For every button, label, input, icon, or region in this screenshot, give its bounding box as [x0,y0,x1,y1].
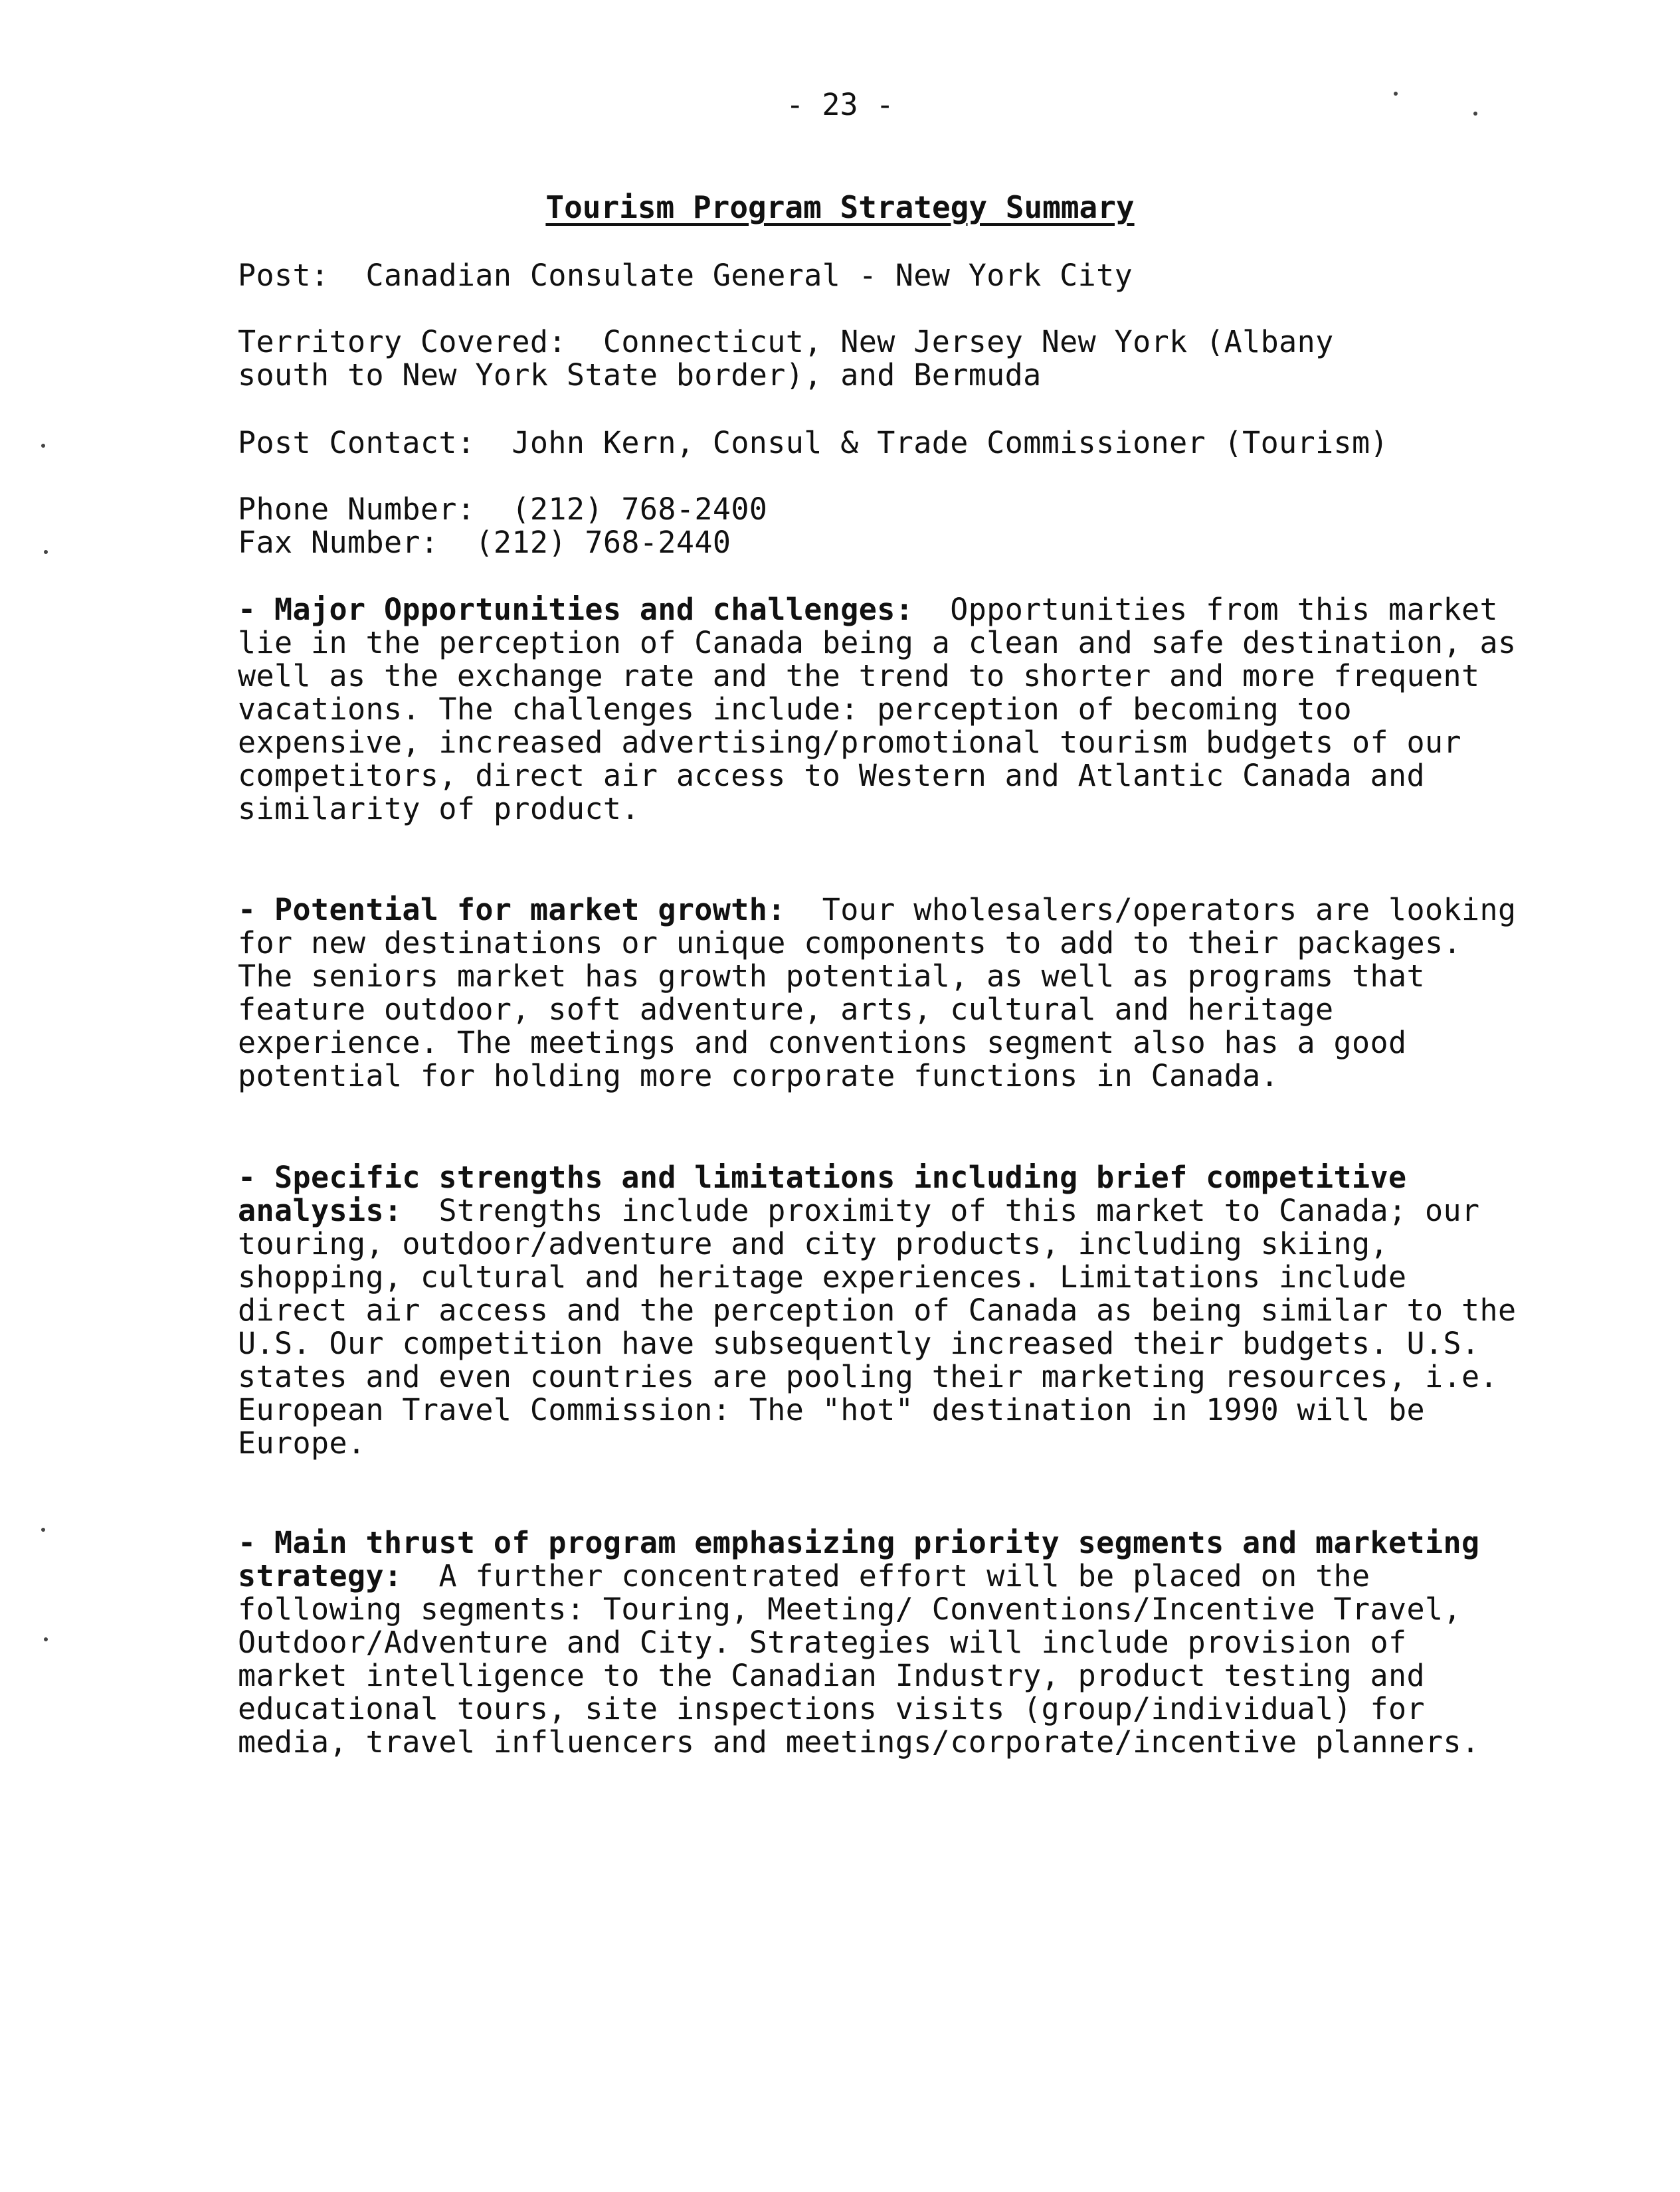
fax-line [238,526,731,559]
scan-speck [1473,112,1477,116]
post-line [238,259,1133,292]
phone-label: Phone Number: [238,492,476,527]
scan-speck [41,444,45,448]
section-body: Strengths include proximity of this market to Canada; our touring, outdoor/adventure and city products, including skiing, shopping, cultural and heritage experiences. Limitations include direct air access and the perception of Canada as being similar to the U.S. Our competition have subsequently increased their budgets. U.S. states and even countries are pooling their marketing resources, i.e. European Travel Commission: The "hot" destination in 1990 will be Europe. [238,1193,1517,1461]
territory-value-line1: Connecticut, New Jersey New York (Albany [603,324,1334,359]
contact-value: John Kern, Consul & Trade Commissioner (Tourism) [512,425,1389,460]
contact-label: Post Contact: [238,425,476,460]
fax-label: Fax Number: [238,525,439,560]
fax-value: (212) 768-2440 [475,525,731,560]
scan-speck [44,550,48,554]
territory-value-line2: south to New York State border), and Bermuda [238,357,1042,393]
page-title: Tourism Program Strategy Summary [545,189,1135,225]
page-number: - 23 - [786,87,894,122]
scan-speck [44,1637,48,1641]
territory-line-2 [238,359,1042,392]
section-body: Tour wholesalers/operators are looking for new destinations or unique components to add to their packages. The seniors market has growth potential, as well as programs that feature outdoor, soft adventure, arts, cultural and heritage experience. The meetings and conventions segment also has a good potential for holding more corporate functions in Canada. [238,892,1517,1093]
post-label: Post: [238,258,329,293]
section-heading: - Specific strengths and limitations including brief competitive analysis: [238,1160,1407,1228]
section-market-growth [238,893,1520,1093]
section-strengths-limitations [238,1161,1520,1460]
scan-speck [1394,92,1398,96]
phone-value: (212) 768-2400 [512,492,768,527]
section-heading: - Major Opportunities and challenges: [238,592,914,627]
territory-line-1 [238,325,1334,359]
section-body: Opportunities from this market lie in the perception of Canada being a clean and safe destination, as well as the exchange rate and the trend to shorter and more frequent vacations. The challenges include: perception of becoming too expensive, increased advertising/promotional tourism budgets of our competitors, direct air access to Western and Atlantic Canada and similarity of product. [238,592,1517,826]
section-main-thrust [238,1526,1520,1759]
section-heading: - Potential for market growth: [238,892,786,927]
section-opportunities [238,593,1520,826]
phone-line [238,493,767,526]
section-body: A further concentrated effort will be placed on the following segments: Touring, Meeting/ Conventions/Incentive Travel, Outdoor/Adventure and City. Strategies will include provision of market intelligence to the Canadian Industry, product testing and educational tours, site inspections visits (group/individual) for media, travel influencers and meetings/corporate/incentive planners. [238,1558,1480,1760]
scan-speck [41,1528,45,1532]
contact-line [238,426,1388,460]
territory-label: Territory Covered: [238,324,567,359]
post-value: Canadian Consulate General - New York City [365,258,1133,293]
section-heading: - Main thrust of program emphasizing priority segments and marketing strategy: [238,1525,1480,1594]
